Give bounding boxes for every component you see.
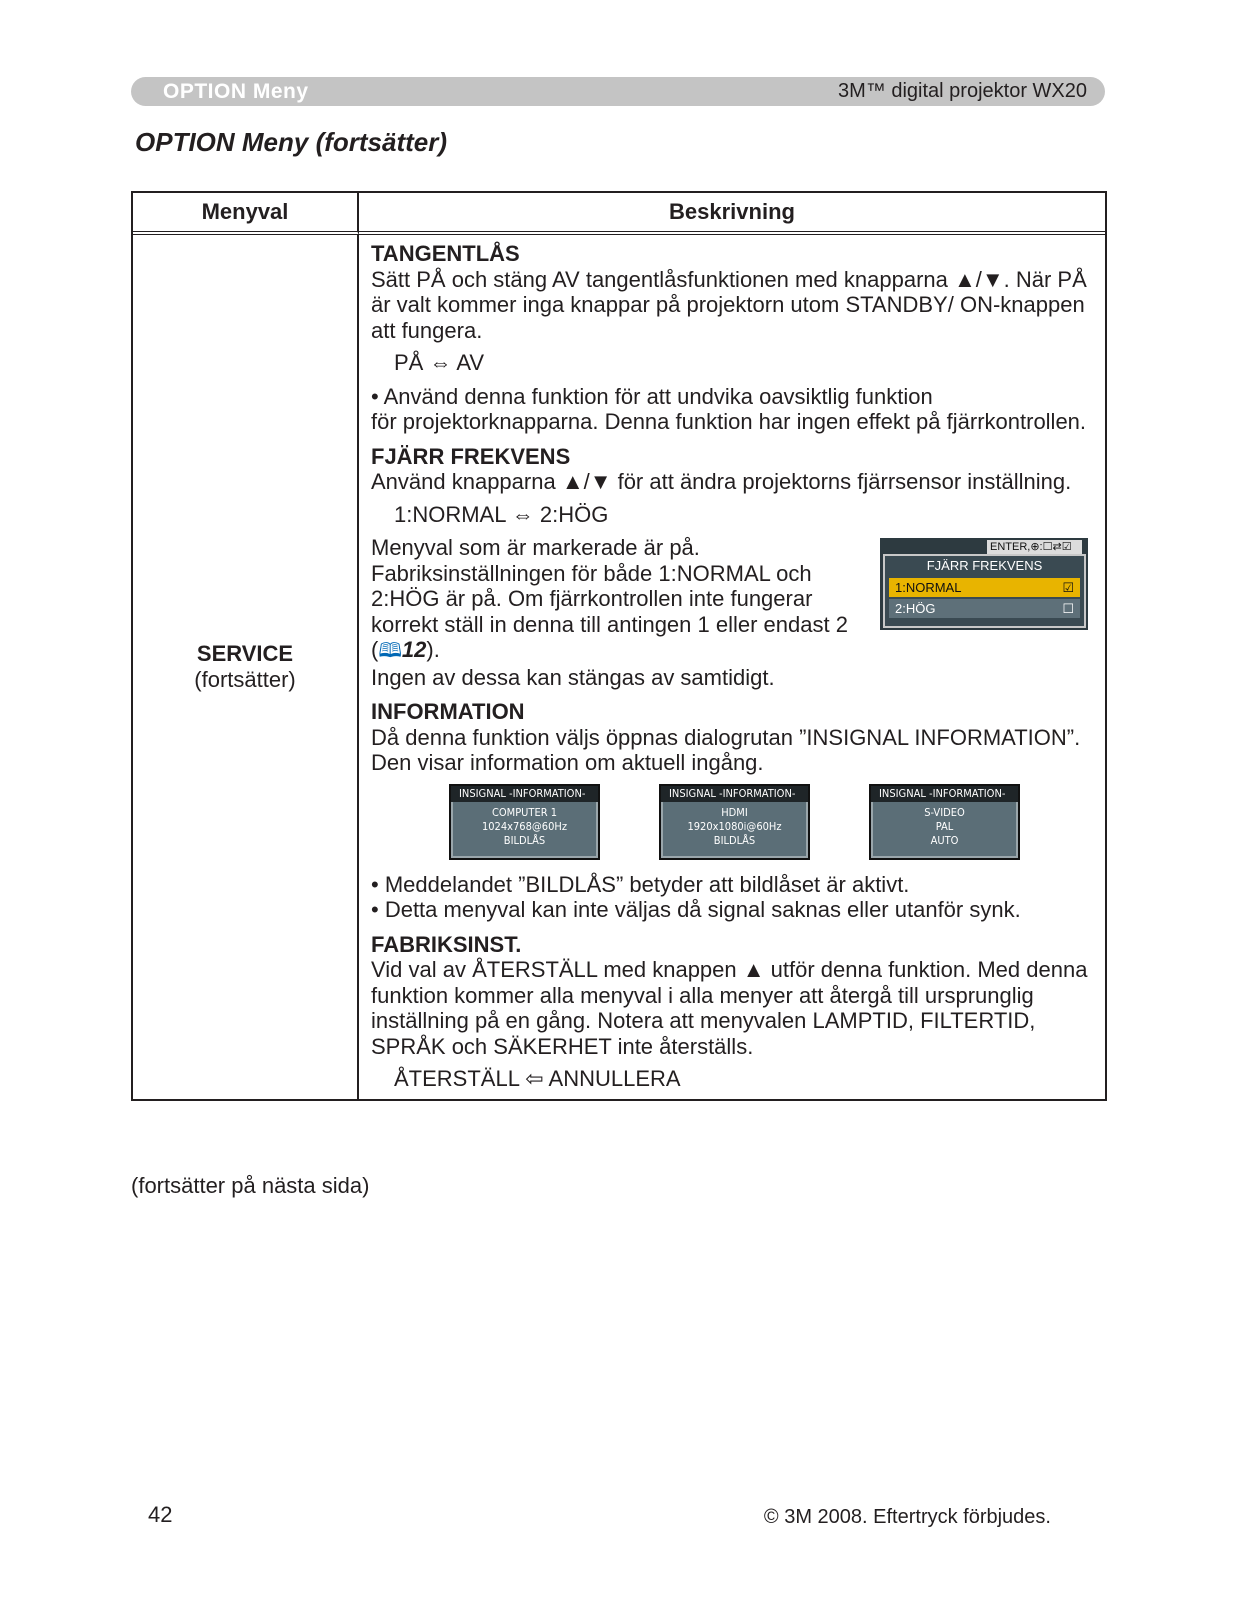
fabriksinst-heading: FABRIKSINST. [371, 931, 522, 957]
insignal-screen-svideo [869, 784, 1020, 860]
fjarr-body-end: ). [426, 637, 440, 662]
menu-name: SERVICE [196, 641, 294, 667]
insignal-line3: AUTO [930, 833, 959, 847]
insignal-line1: COMPUTER 1 [491, 805, 558, 819]
fjarr-body-line3: Ingen av dessa kan stängas av samtidigt. [371, 664, 775, 690]
fjarr-heading: FJÄRR FREKVENS [371, 443, 571, 469]
insignal-screen-computer [449, 784, 600, 860]
insignal-title: INSIGNAL -INFORMATION- [661, 786, 808, 802]
information-text: Då denna funktion väljs öppnas dialogrutan ”INSIGNAL INFORMATION”. [371, 724, 1081, 750]
information-note1: • Meddelandet ”BILDLÅS” betyder att bildlåset är aktivt. [371, 871, 910, 897]
header-section-title: OPTION Meny [163, 80, 309, 103]
insignal-line1: S-VIDEO [924, 805, 965, 819]
tangentlas-heading: TANGENTLÅS [371, 241, 520, 266]
fjarr-body-line1: Menyval som är markerade är på. [371, 535, 700, 560]
fjarr-item-hog-label: 2:HÖG [895, 601, 936, 616]
insignal-screen-hdmi [659, 784, 810, 860]
page-reference[interactable]: 12 [401, 637, 427, 662]
fjarr-menu-item-hog [889, 599, 1080, 618]
copyright: © 3M 2008. Eftertryck förbjudes. [763, 1506, 1051, 1528]
fjarr-item-normal-label: 1:NORMAL [895, 580, 962, 595]
fabriksinst-text: Vid val av ÅTERSTÄLL med knappen ▲ utför denna funktion. Med denna funktion kommer alla menyval i alla menyer att återgå till ursprunglig inställning på en gång. Notera att menyvalen LAMPTID, FILTERTID, SPRÅK och SÄKERHET inte återställs. [371, 957, 1088, 1059]
page-title: OPTION Meny (fortsätter) [135, 127, 448, 157]
description-cell [359, 235, 1105, 1099]
fjarr-text: Använd knapparna ▲/▼ för att ändra projektorns fjärrsensor inställning. [371, 469, 1072, 494]
insignal-title: INSIGNAL -INFORMATION- [451, 786, 598, 802]
information-text2: Den visar information om aktuell ingång. [371, 750, 764, 775]
column-header-menu: Menyval [133, 193, 359, 235]
insignal-line2: PAL [935, 819, 954, 833]
fabriksinst-options: ÅTERSTÄLL ⇦ ANNULLERA [394, 1066, 681, 1091]
tangentlas-note-line2: för projektorknapparna. Denna funktion har ingen effekt på fjärrkontrollen. [371, 409, 1087, 434]
information-heading: INFORMATION [371, 699, 525, 724]
information-note2: • Detta menyval kan inte väljas då signal saknas eller utanför synk. [371, 897, 1021, 922]
tangentlas-options: PÅ ⇔ AV [394, 350, 485, 375]
insignal-screenshots [371, 776, 1094, 872]
menu-table [131, 191, 1107, 1101]
enter-hint: ENTER,⊕:☐⇄☑ [987, 540, 1082, 554]
header-product-name: 3M™ digital projektor WX20 [838, 80, 1087, 102]
menu-cell [133, 235, 359, 1099]
insignal-title: INSIGNAL -INFORMATION- [871, 786, 1018, 802]
page-number: 42 [148, 1502, 173, 1527]
fjarr-menu-panel [883, 554, 1086, 628]
insignal-line3: BILDLÅS [503, 833, 546, 847]
continue-note: (fortsätter på nästa sida) [131, 1173, 370, 1198]
insignal-line2: 1920x1080i@60Hz [687, 819, 782, 833]
tangentlas-text: Sätt PÅ och stäng AV tangentlåsfunktionen med knapparna ▲/▼. När PÅ är valt kommer inga knappar på projektorn utom STANDBY/ ON-knappen att fungera. [371, 266, 1087, 343]
fjarr-body-text: Fabriksinställningen för både 1:NORMAL och 2:HÖG är på. Om fjärrkontrollen inte fungerar korrekt ställ in denna till antingen 1 eller endast 2 ( [371, 560, 848, 662]
column-header-description: Beskrivning [359, 193, 1105, 235]
book-reference-icon: 🕮 [378, 640, 402, 662]
fjarr-options: 1:NORMAL ⇔ 2:HÖG [394, 501, 609, 527]
tangentlas-note-line1: • Använd denna funktion för att undvika oavsiktlig funktion [371, 383, 933, 409]
insignal-line2: 1024x768@60Hz [481, 819, 568, 833]
insignal-line3: BILDLÅS [713, 833, 756, 847]
unchecked-box-icon: ☐ [1062, 601, 1074, 616]
fjarr-frekvens-screenshot [880, 538, 1088, 630]
checked-box-icon: ☑ [1062, 580, 1074, 595]
insignal-line1: HDMI [721, 805, 748, 819]
menu-sub: (fortsätter) [194, 666, 296, 692]
fjarr-menu-item-normal [889, 578, 1080, 597]
fjarr-menu-title: FJÄRR FREKVENS [926, 558, 1043, 573]
